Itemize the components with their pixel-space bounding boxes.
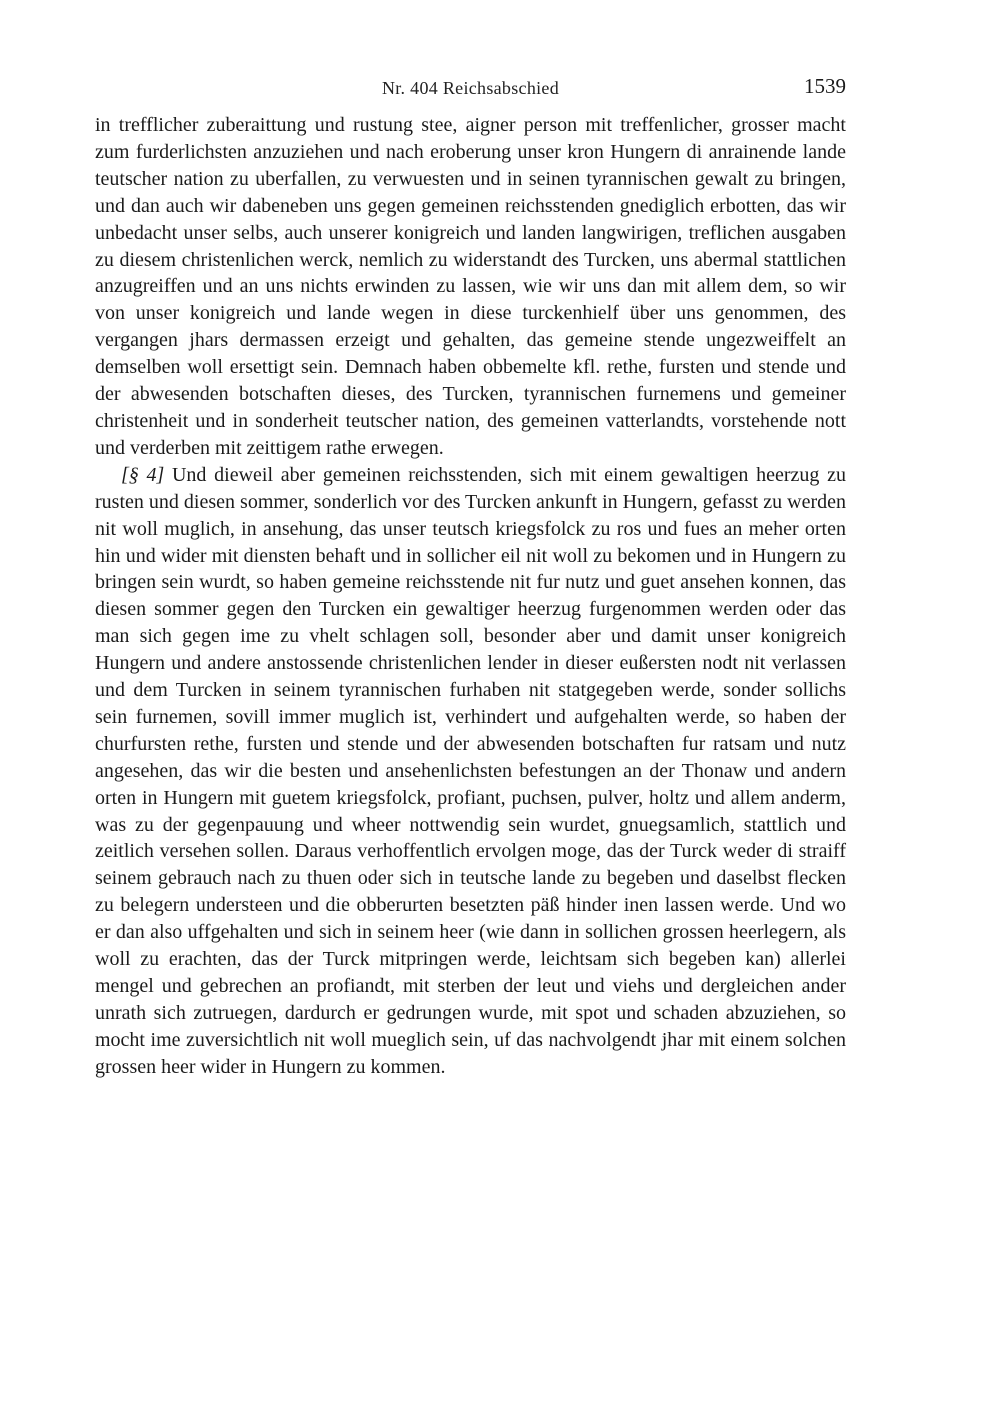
running-title: Nr. 404 Reichsabschied <box>381 78 560 98</box>
page-header <box>95 74 846 106</box>
section-marker: [§ 4] <box>121 463 165 486</box>
page-number: 1539 <box>804 74 846 98</box>
paragraph-2 <box>95 462 846 1081</box>
page-body <box>95 112 846 1081</box>
paragraph-1: in trefflicher zuberaittung und rustung stee, aigner person mit treffenlicher, grosser macht zum furderlichsten anzuziehen und nach eroberung unser kron Hungern di anrainende lande teutscher nation zu uberfallen, zu verwuesten und in seinen tyrannischen gewalt zu bringen, und dan auch wir dabeneben uns gegen gemeinen reichsstenden gnediglich erbotten, das wir unbedacht unser selbs, auch unserer konigreich und landen langwirigen, treflichen ausgaben zu diesem christenlichen werck, nemlich zu widerstandt des Turcken, uns abermal stattlichen anzugreiffen und an uns nichts erwinden zu lassen, wie wir uns dan mit allem dem, so wir von unser konigreich und lande wegen in diese turckenhielf über uns genommen, des vergangen jhars dermassen erzeigt und gehalten, das gemeine stende ungezweiffelt an demselben woll ersettigt sein. Demnach haben obbemelte kfl. rethe, fursten und stende und der abwesenden botschaften dieses, des Turcken, tyrannischen furnemens und gemeiner christenheit und in sonderheit teutscher nation, des gemeinen vatterlandts, vorstehende nott und verderben mit zeittigem rathe erwegen. <box>95 114 846 459</box>
paragraph-2-text: Und dieweil aber gemeinen reichsstenden, sich mit einem gewaltigen heerzug zu rusten und diesen sommer, sonderlich vor des Turcken ankunft in Hungern, gefasst zu werden nit woll muglich, in ansehung, das unser teutsch kriegsfolck zu ros und fues an meher orten hin und wider mit diensten behaft und in sollicher eil nit woll zu bekomen und in Hungern zu bringen sein wurdt, so haben gemeine reichsstende nit fur nutz und guet ansehen konnen, das diesen sommer gegen den Turcken ein gewaltiger heerzug furgenommen werden oder das man sich gegen ime zu vhelt schlagen soll, besonder aber und damit unser konigreich Hungern und andere anstossende christenlichen lender in dieser eußersten nodt nit verlassen und dem Turcken in seinem tyrannischen furhaben nit statgegeben werde, sonder sollichs sein furnemen, sovill immer muglich ist, verhindert und aufgehalten werde, so haben der churfursten rethe, fursten und stende und der abwesenden botschaften fur ratsam und nutz angesehen, das wir die besten und ansehenlichsten befestungen an der Thonaw und andern orten in Hungern mit guetem kriegsfolck, profiant, puchsen, pulver, holtz und allem anderm, was zu der gegenpauung und wheer nottwendig sein wurdet, gnuegsamlich, stattlich und zeitlich versehen sollen. Daraus verhoffentlich ervolgen moge, das der Turck weder di straiff seinem gebrauch nach zu thuen oder sich in teutsche lande zu begeben und daselbst flecken zu belegern understeen und die obberurten besetzten päß hinder inen lassen werde. Und wo er dan also uffgehalten und sich in seinem heer (wie dann in sollichen grossen heerlegern, als woll zu erachten, das der Turck mitpringen werde, leichtsam sich begeben kan) allerlei mengel und gebrechen an profiandt, mit sterben der leut und viehs und dergleichen ander unrath sich zutruegen, dardurch er gedrungen wurde, mit spot und schaden abzuziehen, so mocht ime zuversichtlich nit woll mueglich sein, uf das nachvolgendt jhar mit einem solchen grossen heer wider in Hungern zu kommen. <box>95 463 846 1078</box>
